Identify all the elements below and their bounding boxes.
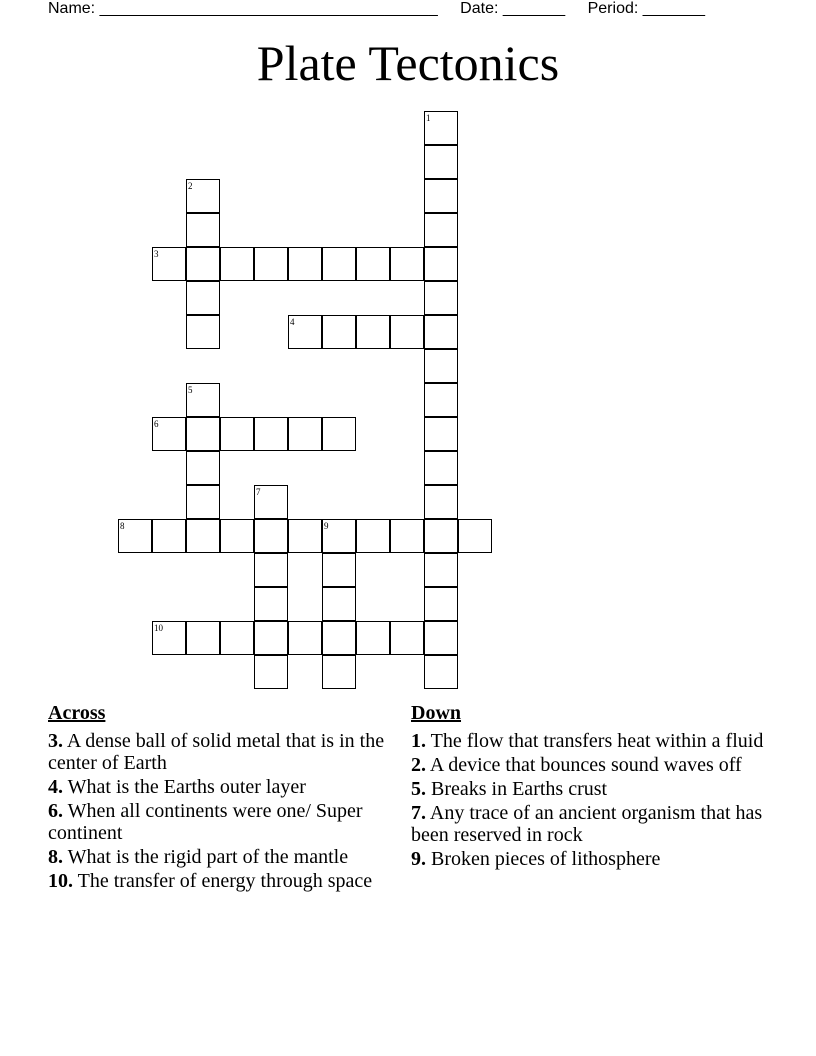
crossword-cell[interactable] (424, 587, 458, 621)
crossword-cell[interactable] (322, 553, 356, 587)
clue-text: The flow that transfers heat within a fluid (430, 730, 764, 752)
cell-number: 4 (290, 317, 295, 327)
clue-number: 4. (48, 776, 63, 798)
across-clue (48, 730, 388, 774)
cell-number: 1 (426, 113, 431, 123)
crossword-cell[interactable] (186, 315, 220, 349)
crossword-cell[interactable] (390, 621, 424, 655)
clue-number: 5. (411, 778, 426, 800)
clue-number: 6. (48, 800, 63, 822)
crossword-cell[interactable] (254, 417, 288, 451)
crossword-cell[interactable] (254, 587, 288, 621)
cell-number: 2 (188, 181, 193, 191)
cell-number: 5 (188, 385, 193, 395)
crossword-cell[interactable] (288, 621, 322, 655)
crossword-cell[interactable] (288, 519, 322, 553)
cell-number: 8 (120, 521, 125, 531)
across-clue (48, 776, 388, 798)
crossword-cell[interactable] (220, 621, 254, 655)
date-field-label: Date: _______ (460, 0, 566, 17)
crossword-cell[interactable] (186, 247, 220, 281)
down-clue (411, 754, 771, 776)
student-info-header (48, 0, 705, 18)
crossword-cell[interactable] (322, 587, 356, 621)
clue-text: Broken pieces of lithosphere (431, 848, 661, 870)
crossword-cell[interactable] (322, 417, 356, 451)
crossword-cell[interactable] (322, 621, 356, 655)
crossword-cell[interactable] (186, 417, 220, 451)
crossword-cell[interactable] (424, 621, 458, 655)
clue-text: What is the Earths outer layer (67, 776, 306, 798)
crossword-cell[interactable] (424, 383, 458, 417)
crossword-cell[interactable] (186, 451, 220, 485)
crossword-cell[interactable] (254, 519, 288, 553)
crossword-cell[interactable] (322, 315, 356, 349)
crossword-cell[interactable] (186, 213, 220, 247)
crossword-cell[interactable] (424, 349, 458, 383)
cell-number: 3 (154, 249, 159, 259)
crossword-cell[interactable] (254, 553, 288, 587)
clue-number: 9. (411, 848, 426, 870)
crossword-cell[interactable] (424, 179, 458, 213)
crossword-cell[interactable] (424, 519, 458, 553)
across-clues-section (48, 702, 388, 894)
crossword-cell[interactable] (186, 281, 220, 315)
crossword-cell[interactable] (356, 247, 390, 281)
across-clue (48, 846, 388, 868)
crossword-cell[interactable] (254, 247, 288, 281)
crossword-cell[interactable] (390, 519, 424, 553)
crossword-cell[interactable] (186, 519, 220, 553)
crossword-cell[interactable] (322, 655, 356, 689)
clue-number: 3. (48, 730, 63, 752)
crossword-cell[interactable] (356, 519, 390, 553)
clue-text: A dense ball of solid metal that is in the center of Earth (48, 730, 385, 774)
crossword-cell[interactable] (424, 485, 458, 519)
clue-number: 7. (411, 802, 426, 824)
cell-number: 10 (154, 623, 163, 633)
down-clue (411, 802, 771, 846)
crossword-cell[interactable] (356, 621, 390, 655)
clue-text: A device that bounces sound waves off (429, 754, 742, 776)
down-clue (411, 848, 771, 870)
crossword-cell[interactable] (424, 655, 458, 689)
clue-text: When all continents were one/ Super continent (48, 800, 363, 844)
across-heading: Across (48, 702, 106, 724)
crossword-cell[interactable] (424, 417, 458, 451)
crossword-cell[interactable] (390, 315, 424, 349)
crossword-cell[interactable] (288, 247, 322, 281)
clue-number: 10. (48, 870, 73, 892)
clue-text: Any trace of an ancient organism that has been reserved in rock (411, 802, 763, 846)
crossword-cell[interactable] (186, 485, 220, 519)
crossword-cell[interactable] (288, 417, 322, 451)
name-field-label: Name: ______________________________________ (48, 0, 438, 17)
crossword-cell[interactable] (322, 247, 356, 281)
crossword-cell[interactable] (186, 621, 220, 655)
crossword-cell[interactable] (152, 519, 186, 553)
clue-number: 2. (411, 754, 426, 776)
clue-text: Breaks in Earths crust (431, 778, 608, 800)
crossword-cell[interactable] (220, 519, 254, 553)
crossword-cell[interactable] (458, 519, 492, 553)
clue-text: The transfer of energy through space (77, 870, 373, 892)
crossword-cell[interactable] (424, 213, 458, 247)
crossword-cell[interactable] (424, 553, 458, 587)
cell-number: 6 (154, 419, 159, 429)
across-clue (48, 800, 388, 844)
crossword-cell[interactable] (424, 315, 458, 349)
crossword-cell[interactable] (424, 247, 458, 281)
across-clue (48, 870, 388, 892)
down-heading: Down (411, 702, 462, 724)
crossword-cell[interactable] (254, 655, 288, 689)
crossword-cell[interactable] (356, 315, 390, 349)
crossword-cell[interactable] (390, 247, 424, 281)
down-clue (411, 778, 771, 800)
cell-number: 9 (324, 521, 329, 531)
crossword-cell[interactable] (424, 281, 458, 315)
clue-text: What is the rigid part of the mantle (67, 846, 349, 868)
cell-number: 7 (256, 487, 261, 497)
crossword-cell[interactable] (220, 417, 254, 451)
crossword-cell[interactable] (220, 247, 254, 281)
clue-number: 8. (48, 846, 63, 868)
down-clue (411, 730, 771, 752)
crossword-cell[interactable] (254, 621, 288, 655)
period-field-label: Period: _______ (587, 0, 706, 17)
clue-number: 1. (411, 730, 426, 752)
page-title: Plate Tectonics (256, 35, 560, 91)
crossword-cell[interactable] (424, 145, 458, 179)
down-clues-section (411, 702, 771, 872)
crossword-cell[interactable] (424, 451, 458, 485)
